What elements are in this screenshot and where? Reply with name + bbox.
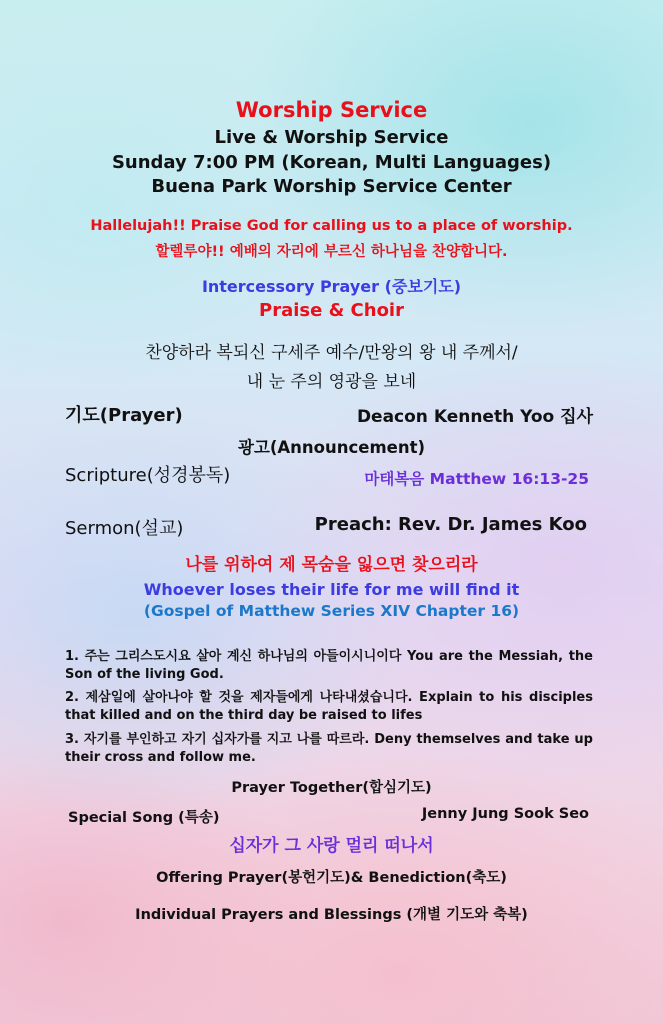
prayer-leader: Deacon Kenneth Yoo 집사: [356, 407, 593, 427]
special-song-singer: Jenny Jung Sook Seo: [421, 806, 589, 822]
scripture-reference: 마태복음 Matthew 16:13-25: [364, 470, 589, 488]
call-to-worship-korean: 할렐루야!! 예배의 자리에 부르신 하나님을 찬양합니다.: [155, 244, 508, 260]
sermon-title-english: Whoever loses their life for me will find it: [143, 580, 520, 599]
sermon-label: Sermon(설교): [65, 518, 184, 539]
sermon-series: (Gospel of Matthew Series XIV Chapter 16): [143, 602, 520, 620]
offering-benediction: Offering Prayer(봉헌기도)& Benediction(축도): [156, 870, 507, 886]
service-title: Worship Service: [235, 98, 428, 122]
scripture-label: Scripture(성경봉독): [65, 465, 231, 486]
sermon-point-3: 3. 자기를 부인하고 자기 십자가를 지고 나를 따르라. Deny themselves and take up their cross and follow me.: [65, 732, 593, 765]
closing-prayers: Individual Prayers and Blessings (개별 기도와 축복): [135, 907, 528, 923]
sermon-point-2: 2. 제삼일에 살아나야 할 것을 제자들에게 나타내셨습니다. Explain to his disciples that killed and on the third day be raised to lifes: [65, 690, 593, 723]
hymn-line-2: 내 눈 주의 영광을 보네: [246, 372, 417, 392]
sermon-title-korean: 나를 위하여 제 목숨을 잃으면 찾으리라: [185, 555, 478, 575]
call-to-worship-english: Hallelujah!! Praise God for calling us to a place of worship.: [90, 218, 573, 234]
hymn-line-1: 찬양하라 복되신 구세주 예수/만왕의 왕 내 주께서/: [145, 343, 518, 363]
sermon-preacher: Preach: Rev. Dr. James Koo: [314, 514, 587, 535]
service-subtitle: Live & Worship Service: [214, 127, 449, 148]
prayer-label: 기도(Prayer): [65, 405, 183, 426]
special-song-title: 십자가 그 사랑 멀리 떠나서: [229, 836, 434, 856]
sermon-point-1: 1. 주는 그리스도시요 살아 계신 하나님의 아들이시니이다 You are the Messiah, the Son of the living God.: [65, 649, 593, 682]
service-location: Buena Park Worship Service Center: [151, 176, 512, 197]
special-song-label: Special Song (특송): [68, 810, 220, 826]
announcement: 광고(Announcement): [237, 438, 426, 457]
service-time: Sunday 7:00 PM (Korean, Multi Languages): [111, 152, 552, 173]
praise-choir: Praise & Choir: [259, 300, 404, 321]
intercessory-prayer: Intercessory Prayer (중보기도): [201, 277, 462, 296]
prayer-together: Prayer Together(합심기도): [231, 780, 432, 796]
